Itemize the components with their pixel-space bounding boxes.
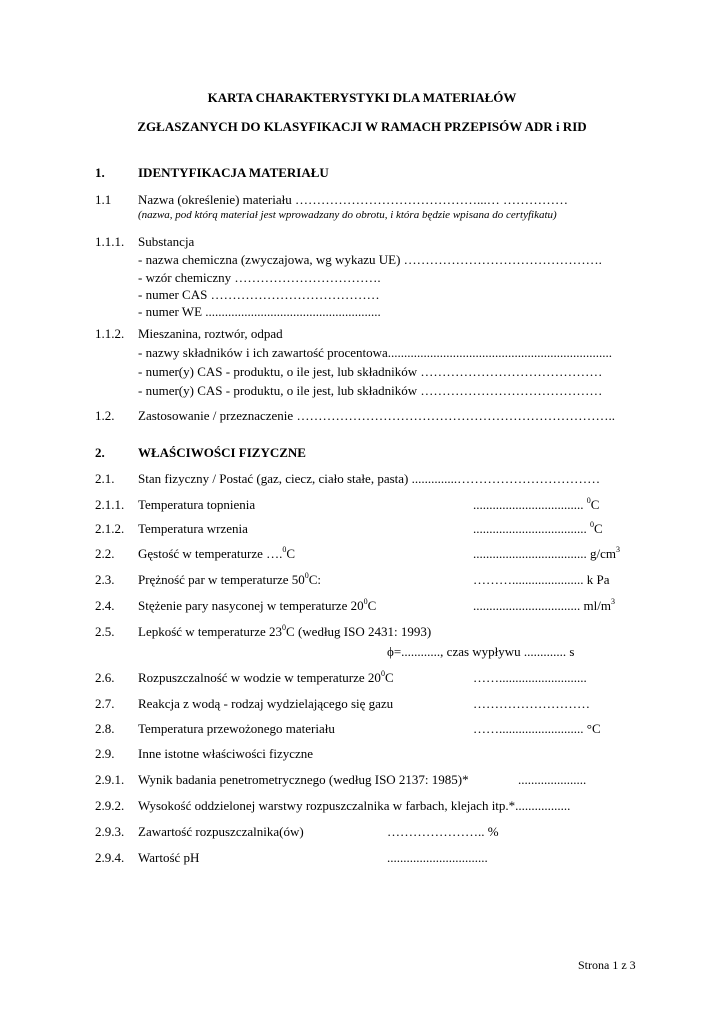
- item-2-6-label: Rozpuszczalność w wodzie w temperaturze $20^0C$: [138, 668, 394, 685]
- item-2-6-value: ……...........................: [473, 670, 587, 685]
- item-2-9-2-label: Wysokość oddzielonej warstwy rozpuszczalnika w farbach, klejach itp.*.................: [138, 798, 571, 813]
- item-2-2-number: 2.2.: [95, 546, 115, 561]
- item-2-9-3-value: ………………….. %: [387, 824, 499, 839]
- item-2-8-label: Temperatura przewożonego materiału: [138, 721, 335, 736]
- item-1-1-1-line: - numer WE ......................................................: [138, 304, 381, 319]
- section-2-number: 2.: [95, 445, 105, 460]
- item-2-9-1-number: 2.9.1.: [95, 772, 125, 787]
- item-2-9-1-label: Wynik badania penetrometrycznego (według ISO 2137: 1985)*: [138, 772, 469, 787]
- item-2-8-value: …….......................... °C: [473, 721, 601, 736]
- document-title-line2: ZGŁASZANYCH DO KLASYFIKACJI W RAMACH PRZEPISÓW ADR i RID: [137, 119, 587, 134]
- section-1-number: 1.: [95, 165, 105, 180]
- item-2-3-value: ………...................... k Pa: [473, 572, 610, 587]
- item-1-1-2-number: 1.1.2.: [95, 326, 125, 341]
- item-2-9-3-label: Zawartość rozpuszczalnika(ów): [138, 824, 304, 839]
- page-number: Strona 1 z 3: [578, 958, 636, 972]
- item-2-3-label: Prężność par w temperaturze $50^0C$:: [138, 570, 322, 587]
- item-1-1-text: Nazwa (określenie) materiału ……………………………………...… ……………: [138, 192, 569, 207]
- item-1-1-2-text: Mieszanina, roztwór, odpad: [138, 326, 283, 341]
- item-2-1-1-number: 2.1.1.: [95, 497, 125, 512]
- item-2-5-number: 2.5.: [95, 624, 115, 639]
- item-1-1-1-line: - wzór chemiczny …………………………….: [138, 270, 381, 285]
- item-2-9-4-label: Wartość pH: [138, 850, 200, 865]
- item-2-4-value: ................................. $ml/m^3$: [473, 596, 615, 613]
- item-2-1-number: 2.1.: [95, 471, 115, 486]
- item-2-5-viscosity-line: ϕ=............, czas wypływu ............. s: [387, 644, 575, 659]
- item-2-2-label: Gęstość w temperaturze ….$^0$C: [138, 544, 296, 561]
- item-2-2-value: ................................... $g/cm^3$: [473, 544, 620, 561]
- item-2-4-number: 2.4.: [95, 598, 115, 613]
- item-2-9-4-value: ...............................: [387, 850, 488, 865]
- item-1-1-2-line: - numer(y) CAS - produktu, o ile jest, lub składników ……………………………………: [138, 383, 603, 398]
- item-2-9-4-number: 2.9.4.: [95, 850, 125, 865]
- item-2-4-label: Stężenie pary nasyconej w temperaturze $20^0C$: [138, 596, 377, 613]
- item-2-9-number: 2.9.: [95, 746, 115, 761]
- item-1-1-1-number: 1.1.1.: [95, 234, 125, 249]
- section-1-heading: IDENTYFIKACJA MATERIAŁU: [138, 165, 329, 180]
- item-1-1-1-line: - numer CAS …………………………………: [138, 287, 380, 302]
- item-2-8-number: 2.8.: [95, 721, 115, 736]
- item-2-9-3-number: 2.9.3.: [95, 824, 125, 839]
- item-2-7-value: ………………………: [473, 696, 590, 711]
- item-2-5-label: Lepkość w temperaturze $23^0C$ (według ISO 2431: 1993): [138, 622, 432, 639]
- item-1-1-1-line: - nazwa chemiczna (zwyczajowa, wg wykazu UE) ……………………………………….: [138, 252, 602, 267]
- item-2-1-2-value: ................................... $^0$C: [473, 519, 603, 536]
- item-1-1-note: (nazwa, pod którą materiał jest wprowadzany do obrotu, i która będzie wpisana do certyfikatu): [138, 209, 557, 221]
- item-1-2-number: 1.2.: [95, 408, 115, 423]
- item-2-1-text: Stan fizyczny / Postać (gaz, ciecz, ciało stałe, pasta) ..............……………………………: [138, 471, 601, 486]
- item-2-9-1-value: .....................: [518, 772, 587, 787]
- section-2-heading: WŁAŚCIWOŚCI FIZYCZNE: [138, 445, 306, 460]
- item-2-1-2-label: Temperatura wrzenia: [138, 521, 248, 536]
- item-1-1-2-line: - numer(y) CAS - produktu, o ile jest, lub składników ……………………………………: [138, 364, 603, 379]
- item-2-1-1-label: Temperatura topnienia: [138, 497, 256, 512]
- item-2-1-2-number: 2.1.2.: [95, 521, 125, 536]
- item-1-2-text: Zastosowanie / przeznaczenie ………………………………………………………………..: [138, 408, 615, 423]
- item-1-1-2-line: - nazwy składników i ich zawartość procentowa.....................................................................: [138, 345, 613, 360]
- item-2-1-1-value: .................................. $^0$C: [473, 495, 600, 512]
- item-2-9-label: Inne istotne właściwości fizyczne: [138, 746, 314, 761]
- item-1-1-1-text: Substancja: [138, 234, 195, 249]
- item-2-3-number: 2.3.: [95, 572, 115, 587]
- item-2-6-number: 2.6.: [95, 670, 115, 685]
- item-2-7-number: 2.7.: [95, 696, 115, 711]
- item-2-7-label: Reakcja z wodą - rodzaj wydzielającego się gazu: [138, 696, 394, 711]
- document-title-line1: KARTA CHARAKTERYSTYKI DLA MATERIAŁÓW: [207, 90, 517, 105]
- item-2-9-2-number: 2.9.2.: [95, 798, 125, 813]
- item-1-1-number: 1.1: [95, 192, 112, 207]
